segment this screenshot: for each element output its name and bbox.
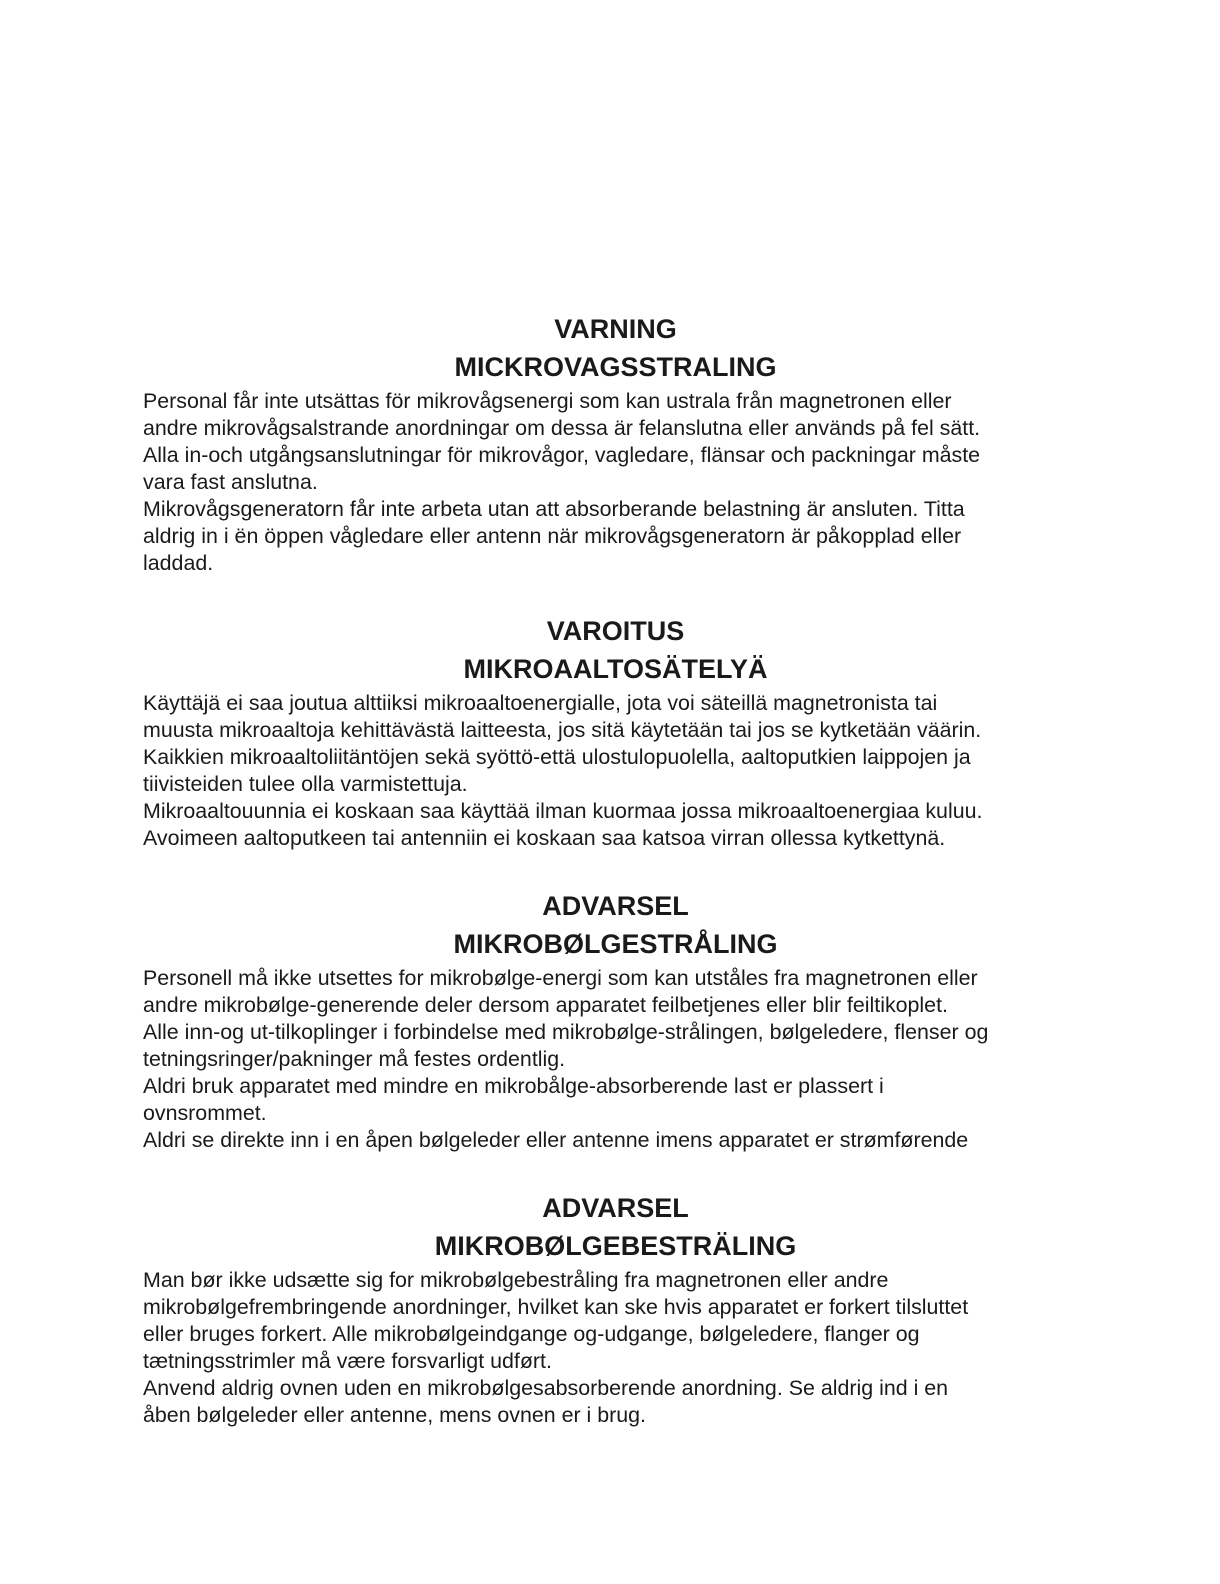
section-title: ADVARSEL bbox=[542, 891, 689, 921]
section-subtitle: MIKROBØLGESTRÅLING bbox=[453, 929, 778, 959]
body-line: mikrobølgefrembringende anordninger, hvilket kan ske hvis apparatet er forkert tilsluttet bbox=[143, 1295, 969, 1319]
section-body bbox=[143, 965, 1088, 1154]
body-line: tetningsringer/pakninger må festes ordentlig. bbox=[143, 1047, 566, 1071]
section-body bbox=[143, 1267, 1088, 1429]
section-subtitle: MICKROVAGSSTRALING bbox=[454, 352, 777, 382]
body-line: muusta mikroaaltoja kehittävästä laitteesta, jos sitä käytetään tai jos se kytketään väärin. bbox=[143, 718, 982, 742]
body-line: ovnsrommet. bbox=[143, 1101, 267, 1125]
section-title: VARNING bbox=[554, 314, 677, 344]
section-subtitle: MIKROAALTOSÄTELYÄ bbox=[463, 654, 768, 684]
body-line: Käyttäjä ei saa joutua alttiiksi mikroaaltoenergialle, jota voi säteillä magnetronista tai bbox=[143, 691, 938, 715]
warning-section-swedish bbox=[143, 310, 1088, 577]
body-line: Aldri se direkte inn i en åpen bølgeleder eller antenne imens apparatet er strømførende bbox=[143, 1128, 969, 1152]
body-line: Alle inn-og ut-tilkoplinger i forbindelse med mikrobølge-strålingen, bølgeledere, flenser og bbox=[143, 1020, 989, 1044]
body-line: tiivisteiden tulee olla varmistettuja. bbox=[143, 772, 468, 796]
body-line: laddad. bbox=[143, 551, 214, 575]
body-line: andre mikrobølge-generende deler dersom apparatet feilbetjenes eller blir feiltikoplet. bbox=[143, 993, 948, 1017]
body-line: Avoimeen aaltoputkeen tai antenniin ei koskaan saa katsoa virran ollessa kytkettynä. bbox=[143, 826, 946, 850]
body-line: eller bruges forkert. Alle mikrobølgeindgange og-udgange, bølgeledere, flanger og bbox=[143, 1322, 920, 1346]
body-line: Mikrovågsgeneratorn får inte arbeta utan att absorberande belastning är ansluten. Titta bbox=[143, 497, 965, 521]
body-line: Man bør ikke udsætte sig for mikrobølgebestråling fra magnetronen eller andre bbox=[143, 1268, 889, 1292]
body-line: Personal får inte utsättas för mikrovågsenergi som kan ustrala från magnetronen eller bbox=[143, 389, 952, 413]
section-title: ADVARSEL bbox=[542, 1193, 689, 1223]
body-line: tætningsstrimler må være forsvarligt udført. bbox=[143, 1349, 552, 1373]
body-line: Aldri bruk apparatet med mindre en mikrobålge-absorberende last er plassert i bbox=[143, 1074, 884, 1098]
section-body bbox=[143, 690, 1088, 852]
body-line: aldrig in i ën öppen vågledare eller antenn när mikrovågsgeneratorn är påkopplad eller bbox=[143, 524, 962, 548]
body-line: Alla in-och utgångsanslutningar för mikrovågor, vagledare, flänsar och packningar måste bbox=[143, 443, 981, 467]
section-body bbox=[143, 388, 1088, 577]
section-subtitle: MIKROBØLGEBESTRÄLING bbox=[434, 1231, 797, 1261]
body-line: vara fast anslutna. bbox=[143, 470, 318, 494]
body-line: Kaikkien mikroaaltoliitäntöjen sekä syöttö-että ulostulopuolella, aaltoputkien laippojen ja bbox=[143, 745, 971, 769]
body-line: Anvend aldrig ovnen uden en mikrobølgesabsorberende anordning. Se aldrig ind i en bbox=[143, 1376, 949, 1400]
warning-section-danish bbox=[143, 1189, 1088, 1429]
warning-section-finnish bbox=[143, 612, 1088, 852]
section-title: VAROITUS bbox=[546, 616, 685, 646]
warning-section-norwegian bbox=[143, 887, 1088, 1154]
body-line: andre mikrovågsalstrande anordningar om dessa är felanslutna eller används på fel sätt. bbox=[143, 416, 981, 440]
body-line: Personell må ikke utsettes for mikrobølge-energi som kan utståles fra magnetronen eller bbox=[143, 966, 978, 990]
body-line: Mikroaaltouunnia ei koskaan saa käyttää ilman kuormaa jossa mikroaaltoenergiaa kuluu. bbox=[143, 799, 983, 823]
body-line: åben bølgeleder eller antenne, mens ovnen er i brug. bbox=[143, 1403, 647, 1427]
